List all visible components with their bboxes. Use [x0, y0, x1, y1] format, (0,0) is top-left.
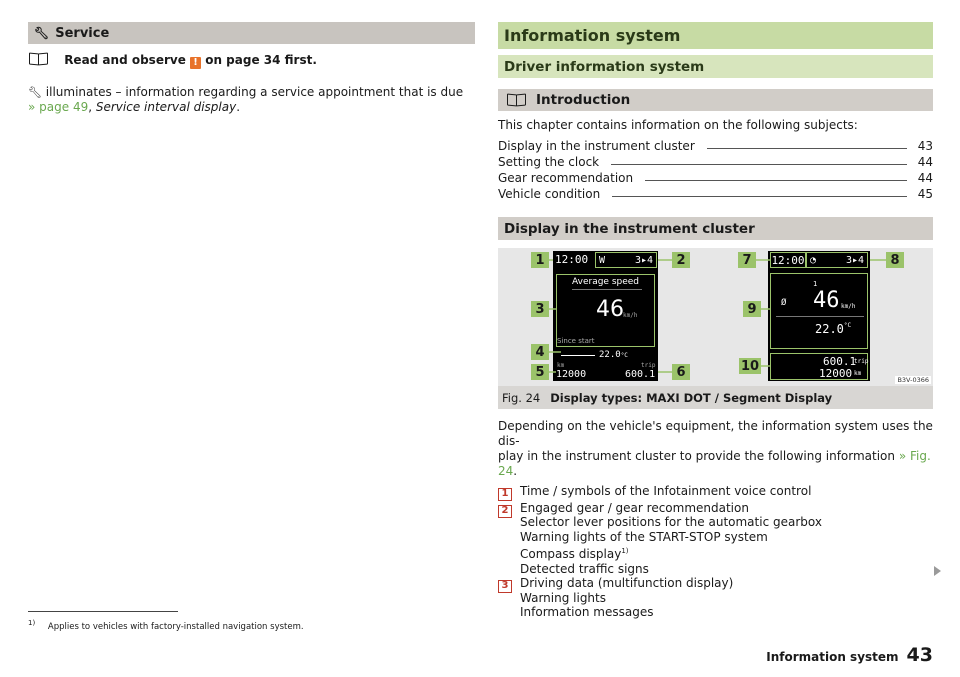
maxi-trip: 600.1	[625, 369, 656, 380]
seg-gear-box: ◔ 3▸4	[806, 252, 868, 268]
footnote: $^{1)}$ Applies to vehicles with factory-installed navigation system.	[28, 619, 304, 632]
callout-10: 10	[740, 358, 760, 374]
service-title: Service	[55, 25, 110, 41]
service-heading	[28, 22, 475, 44]
left-column	[28, 22, 475, 115]
list-number-box: 2	[498, 505, 512, 518]
list-number-box: 1	[498, 488, 512, 501]
callout-4: 4	[531, 344, 549, 360]
footnote-divider	[28, 611, 178, 612]
footer-title: Information system	[766, 650, 899, 664]
page-footer	[766, 644, 933, 666]
maxi-temp: 22.0°C	[599, 350, 628, 360]
intro-text: This chapter contains information on the following subjects:	[498, 118, 858, 132]
figure-caption	[498, 386, 933, 409]
seg-odometer: 12000	[819, 367, 853, 380]
seg-trip: 600.1	[823, 355, 857, 368]
callout-7: 7	[738, 252, 756, 268]
callout-8: 8	[886, 252, 904, 268]
read-observe-line: Read and observe ! on page 34 first.	[28, 53, 475, 69]
toc-item[interactable]: Display in the instrument cluster 43	[498, 139, 933, 153]
callout-9: 9	[743, 301, 761, 317]
seg-mfd-box: 1 Ø 46 km/h $22.0^{^\circ C}$	[770, 273, 868, 349]
maxi-dot-display: 12:00 W 3▸4 Average speed 46 km/h Since start 22.0°C km trip 12000 600.1	[553, 251, 658, 381]
instrument-cluster-figure	[498, 248, 933, 386]
maxi-time: 12:00	[555, 253, 589, 266]
page-49-link[interactable]: » page 49	[28, 100, 89, 114]
wrench-icon: 🔧︎	[34, 26, 50, 40]
service-paragraph: 🔧︎ illuminates – information regarding a service appointment that is due » page 49, Service interval display.	[28, 85, 464, 114]
callout-3: 3	[531, 301, 549, 317]
display-section-heading: Display in the instrument cluster	[498, 217, 933, 240]
maxi-speed: 46	[596, 297, 624, 322]
footnote-marker: 1)	[621, 547, 629, 556]
book-icon	[506, 94, 526, 106]
list-item: 3 Driving data (multifunction display) Warning lights Information messages	[498, 576, 933, 620]
continue-arrow-icon	[934, 566, 941, 576]
section-heading: Driver information system	[498, 55, 933, 78]
fig-24-link[interactable]: » Fig. 24	[498, 449, 931, 478]
callout-6: 6	[672, 364, 690, 380]
compass-icon: W	[599, 254, 606, 266]
callout-2: 2	[672, 252, 690, 268]
page-number: 43	[906, 644, 933, 666]
seg-temp: $22.0^{^\circ C}$	[815, 322, 852, 336]
seg-speed: 46	[813, 288, 840, 313]
figure-code: B3V-0366	[897, 376, 929, 384]
right-column	[498, 22, 933, 620]
maxi-since: Since start	[557, 337, 595, 345]
maxi-gear-box: W 3▸4	[595, 252, 657, 268]
toc-list	[498, 137, 933, 201]
description-paragraph: Depending on the vehicle's equipment, the information system uses the dis- play in the instrument cluster to provide the following information » Fig. 24.	[498, 419, 933, 478]
figure-title: Display types: MAXI DOT / Segment Display	[550, 390, 833, 405]
maxi-odometer: 12000	[556, 369, 587, 380]
toc-item[interactable]: Gear recommendation 44	[498, 171, 933, 185]
toc-item[interactable]: Setting the clock 44	[498, 155, 933, 169]
intro-heading: Introduction	[498, 89, 933, 111]
list-item: 1 Time / symbols of the Infotainment voice control	[498, 484, 933, 501]
figure-label: Fig. 24	[502, 390, 541, 405]
callout-lines	[498, 248, 933, 386]
wrench-icon: 🔧︎	[28, 86, 42, 99]
callout-5: 5	[531, 364, 549, 380]
maxi-mfd-box: Average speed 46 km/h Since start	[556, 274, 655, 347]
toc-item[interactable]: Vehicle condition 45	[498, 187, 933, 201]
average-icon: Ø	[781, 298, 787, 308]
list-item: 2 Engaged gear / gear recommendation Selector lever positions for the automatic gearbox Warning lights of the START-STOP system Compass display$^{1)}$ Detected traffic signs	[498, 501, 933, 577]
speedometer-icon: ◔	[810, 254, 817, 266]
seg-time: 12:00	[771, 253, 805, 267]
book-icon	[28, 53, 48, 65]
list-number-box: 3	[498, 580, 512, 593]
seg-odo-box: 600.1 trip 12000 km	[770, 353, 868, 380]
callout-1: 1	[531, 252, 549, 268]
numbered-list	[498, 484, 933, 620]
maxi-mode: Average speed	[572, 277, 640, 287]
chapter-heading: Information system	[498, 22, 933, 49]
warning-icon: !	[190, 57, 201, 69]
